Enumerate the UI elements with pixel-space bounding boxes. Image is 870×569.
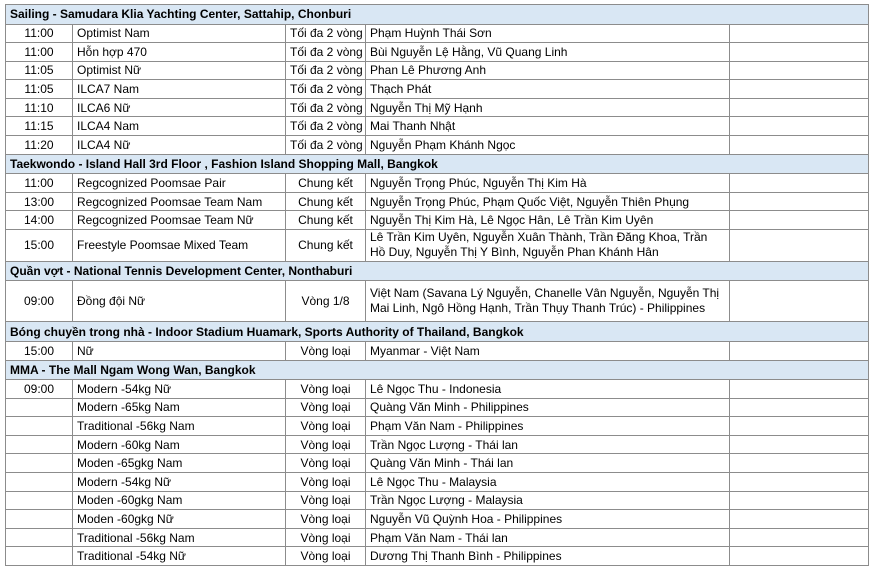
section-header-row [6,5,869,25]
empty-cell [730,61,869,80]
event-cell: Moden -60gkg Nam [73,491,286,510]
table-row [6,98,869,117]
time-cell: 11:15 [6,117,73,136]
athletes-cell: Quàng Văn Minh - Philippines [366,398,730,417]
table-row [6,192,869,211]
time-cell [6,473,73,492]
round-cell: Vòng loại [286,417,366,436]
empty-cell [730,281,869,322]
round-cell: Vòng loại [286,510,366,529]
empty-cell [730,341,869,360]
round-cell: Vòng loại [286,341,366,360]
time-cell: 15:00 [6,341,73,360]
round-cell: Tối đa 2 vòng [286,61,366,80]
round-cell: Vòng loại [286,380,366,399]
time-cell: 11:05 [6,80,73,99]
event-cell: Optimist Nữ [73,61,286,80]
time-cell: 11:10 [6,98,73,117]
athletes-cell: Phạm Huỳnh Thái Sơn [366,24,730,43]
athletes-cell: Việt Nam (Savana Lý Nguyễn, Chanelle Vân Nguyễn, Nguyễn Thị Mai Linh, Ngô Hồng Hạnh, Trần Thụy Thanh Trúc) - Philippines [366,281,730,322]
round-cell: Tối đa 2 vòng [286,80,366,99]
empty-cell [730,547,869,566]
athletes-cell: Dương Thị Thanh Bình - Philippines [366,547,730,566]
table-row [6,229,869,261]
event-cell: Traditional -56kg Nam [73,528,286,547]
empty-cell [730,491,869,510]
event-cell: Regcognized Poomsae Team Nữ [73,211,286,230]
time-cell: 09:00 [6,380,73,399]
round-cell: Tối đa 2 vòng [286,136,366,155]
table-row [6,341,869,360]
table-row [6,435,869,454]
section-header-row [6,154,869,174]
athletes-cell: Mai Thanh Nhật [366,117,730,136]
round-cell: Vòng loại [286,491,366,510]
time-cell [6,398,73,417]
empty-cell [730,98,869,117]
table-row [6,61,869,80]
athletes-cell: Nguyễn Trọng Phúc, Nguyễn Thị Kim Hà [366,174,730,193]
section-header-taekwondo: Taekwondo - Island Hall 3rd Floor , Fashion Island Shopping Mall, Bangkok [6,154,869,174]
empty-cell [730,528,869,547]
empty-cell [730,174,869,193]
event-cell: ILCA4 Nam [73,117,286,136]
athletes-cell: Nguyễn Thị Kim Hà, Lê Ngọc Hân, Lê Trần Kim Uyên [366,211,730,230]
event-cell: Đồng đội Nữ [73,281,286,322]
event-cell: Traditional -54kg Nữ [73,547,286,566]
empty-cell [730,136,869,155]
table-row [6,473,869,492]
athletes-cell: Quàng Văn Minh - Thái lan [366,454,730,473]
table-row [6,547,869,566]
event-cell: Modern -54kg Nữ [73,380,286,399]
athletes-cell: Nguyễn Vũ Quỳnh Hoa - Philippines [366,510,730,529]
event-cell: ILCA4 Nữ [73,136,286,155]
empty-cell [730,510,869,529]
section-header-mma: MMA - The Mall Ngam Wong Wan, Bangkok [6,360,869,380]
table-row [6,417,869,436]
round-cell: Vòng 1/8 [286,281,366,322]
event-cell: ILCA6 Nữ [73,98,286,117]
empty-cell [730,43,869,62]
section-header-row [6,261,869,281]
table-row [6,398,869,417]
time-cell: 13:00 [6,192,73,211]
event-cell: Modern -54kg Nữ [73,473,286,492]
table-row [6,454,869,473]
event-cell: Nữ [73,341,286,360]
section-header-sailing: Sailing - Samudara Klia Yachting Center, Sattahip, Chonburi [6,5,869,25]
time-cell: 09:00 [6,281,73,322]
event-cell: Moden -65gkg Nam [73,454,286,473]
table-row [6,24,869,43]
time-cell: 11:00 [6,24,73,43]
table-row [6,43,869,62]
round-cell: Vòng loại [286,528,366,547]
round-cell: Chung kết [286,174,366,193]
section-header-tennis: Quần vợt - National Tennis Development Center, Nonthaburi [6,261,869,281]
event-cell: Traditional -56kg Nam [73,417,286,436]
round-cell: Vòng loại [286,473,366,492]
round-cell: Vòng loại [286,547,366,566]
table-row [6,80,869,99]
empty-cell [730,380,869,399]
athletes-cell: Phạm Văn Nam - Thái lan [366,528,730,547]
time-cell [6,547,73,566]
event-cell: Freestyle Poomsae Mixed Team [73,229,286,261]
time-cell: 11:00 [6,43,73,62]
athletes-cell: Lê Ngọc Thu - Malaysia [366,473,730,492]
empty-cell [730,454,869,473]
round-cell: Tối đa 2 vòng [286,98,366,117]
time-cell: 14:00 [6,211,73,230]
empty-cell [730,417,869,436]
table-row [6,380,869,399]
event-cell: Regcognized Poomsae Team Nam [73,192,286,211]
empty-cell [730,473,869,492]
event-cell: Optimist Nam [73,24,286,43]
round-cell: Vòng loại [286,435,366,454]
athletes-cell: Nguyễn Thị Mỹ Hạnh [366,98,730,117]
table-row [6,117,869,136]
schedule-table [5,4,869,566]
round-cell: Tối đa 2 vòng [286,24,366,43]
time-cell [6,528,73,547]
round-cell: Vòng loại [286,398,366,417]
table-row [6,281,869,322]
athletes-cell: Nguyễn Phạm Khánh Ngọc [366,136,730,155]
event-cell: ILCA7 Nam [73,80,286,99]
empty-cell [730,435,869,454]
athletes-cell: Phan Lê Phương Anh [366,61,730,80]
event-cell: Modern -65kg Nam [73,398,286,417]
table-row [6,510,869,529]
event-cell: Regcognized Poomsae Pair [73,174,286,193]
section-header-volleyball: Bóng chuyền trong nhà - Indoor Stadium Huamark, Sports Authority of Thailand, Bangkok [6,322,869,342]
round-cell: Tối đa 2 vòng [286,117,366,136]
table-row [6,136,869,155]
empty-cell [730,192,869,211]
athletes-cell: Trần Ngọc Lượng - Malaysia [366,491,730,510]
event-cell: Hỗn hợp 470 [73,43,286,62]
athletes-cell: Myanmar - Việt Nam [366,341,730,360]
event-cell: Moden -60gkg Nữ [73,510,286,529]
section-header-row [6,322,869,342]
time-cell: 15:00 [6,229,73,261]
empty-cell [730,229,869,261]
athletes-cell: Nguyễn Trọng Phúc, Phạm Quốc Việt, Nguyễn Thiên Phụng [366,192,730,211]
round-cell: Vòng loại [286,454,366,473]
round-cell: Chung kết [286,211,366,230]
table-row [6,211,869,230]
athletes-cell: Trần Ngọc Lượng - Thái lan [366,435,730,454]
time-cell [6,510,73,529]
round-cell: Chung kết [286,229,366,261]
time-cell [6,454,73,473]
empty-cell [730,398,869,417]
table-row [6,174,869,193]
section-header-row [6,360,869,380]
empty-cell [730,211,869,230]
table-row [6,491,869,510]
athletes-cell: Phạm Văn Nam - Philippines [366,417,730,436]
time-cell: 11:05 [6,61,73,80]
athletes-cell: Bùi Nguyễn Lệ Hằng, Vũ Quang Linh [366,43,730,62]
time-cell [6,417,73,436]
time-cell: 11:00 [6,174,73,193]
table-row [6,528,869,547]
empty-cell [730,24,869,43]
empty-cell [730,117,869,136]
athletes-cell: Lê Ngọc Thu - Indonesia [366,380,730,399]
round-cell: Chung kết [286,192,366,211]
time-cell [6,435,73,454]
event-cell: Modern -60kg Nam [73,435,286,454]
empty-cell [730,80,869,99]
athletes-cell: Lê Trần Kim Uyên, Nguyễn Xuân Thành, Trần Đăng Khoa, Trần Hồ Duy, Nguyễn Thị Y Bình, Nguyễn Phan Khánh Hân [366,229,730,261]
time-cell [6,491,73,510]
round-cell: Tối đa 2 vòng [286,43,366,62]
athletes-cell: Thạch Phát [366,80,730,99]
time-cell: 11:20 [6,136,73,155]
